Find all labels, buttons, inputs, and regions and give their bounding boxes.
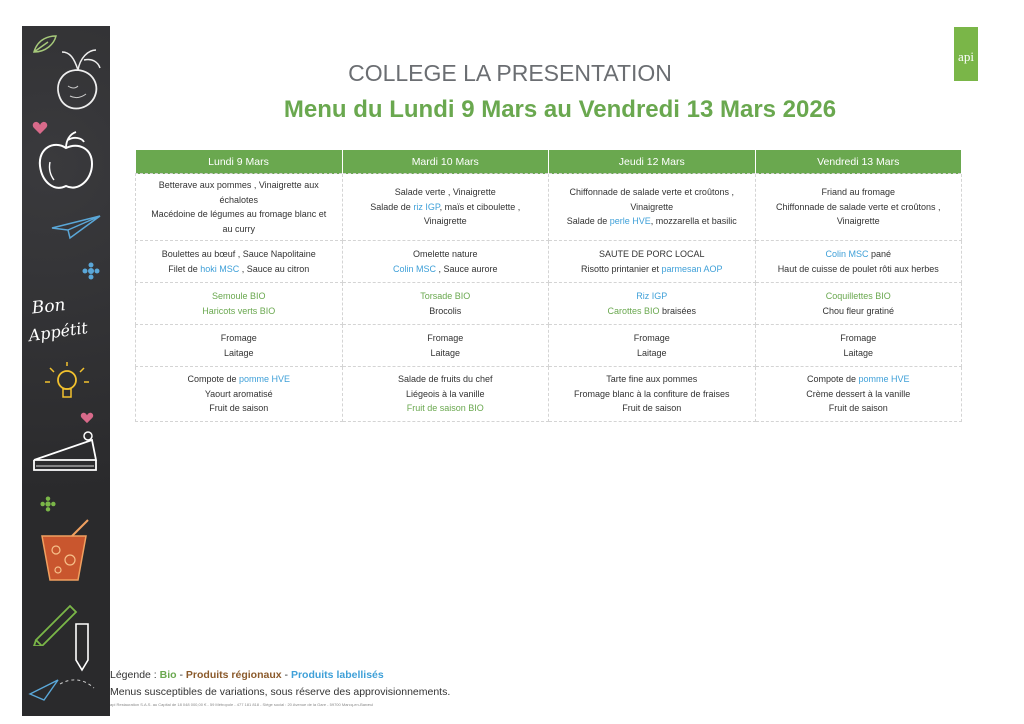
menu-text: Laitage [636,347,667,358]
menu-text: échalotes [219,194,259,205]
menu-line [349,200,543,215]
menu-cell [342,367,549,422]
menu-line [555,185,749,200]
menu-cell [342,241,549,283]
menu-line [142,262,336,277]
menu-cell [755,325,962,367]
menu-cell [342,283,549,325]
menu-text: Compote de [806,374,859,385]
bio-item: Fruit de saison BIO [406,403,484,414]
menu-line [349,185,543,200]
menu-text: Chiffonnade de salade verte et croûtons , [569,187,734,198]
menu-text: Liégeois à la vanille [405,388,485,399]
lightbulb-icon [42,362,92,406]
paper-plane-small-icon [28,674,98,704]
menu-text: Fromage [427,333,464,343]
menu-line [555,304,749,319]
labelled-item: pomme HVE [858,374,910,385]
menu-period-title: Menu du Lundi 9 Mars au Vendredi 13 Mars 2026 [283,96,837,123]
menu-cell [755,367,962,422]
menu-text: Tarte fine aux pommes [606,374,698,385]
menu-cell [549,174,756,241]
menu-text: Compote de [187,374,239,385]
day-header: Lundi 9 Mars [136,150,343,174]
legend [110,669,384,681]
menu-line [762,304,956,319]
legend-bio: Bio [159,669,177,681]
menu-text: Laitage [430,347,461,358]
menu-cell [136,367,343,422]
menu-line [555,331,749,346]
menu-line [555,387,749,402]
menu-text: Crème dessert à la vanille [806,388,911,399]
svg-text:Appétit: Appétit [27,318,89,346]
menu-cell [549,241,756,283]
menu-text: Vinaigrette [630,201,674,212]
flower-small-icon [40,496,56,512]
menu-line [762,401,956,416]
menu-line [142,387,336,402]
bio-item: Haricots verts BIO [202,305,276,316]
day-header: Vendredi 13 Mars [755,150,962,174]
menu-text: Haut de cuisse de poulet rôti aux herbes [777,263,939,274]
weekly-menu-table [135,150,962,422]
day-header: Mardi 10 Mars [342,150,549,174]
menu-text: Fromage [840,333,877,343]
menu-text: , Sauce aurore [435,263,498,274]
menu-line [555,401,749,416]
company-fine-print: api Restauration S.A.S. au Capital de 18 048 000,00 € - 59 Métropole - 477 181 818 - Siège social : 20 Avenue de la Gare - 59700 Marcq-en-Barœul [110,702,374,707]
menu-line [555,346,749,361]
menu-line [762,185,956,200]
menu-cell [755,174,962,241]
menu-row-main-dish [136,241,962,283]
menu-cell [549,367,756,422]
drink-glass-icon [36,518,96,584]
svg-text:Bon: Bon [30,295,67,319]
menu-line [555,200,749,215]
labelled-item: perle HVE [609,216,651,227]
bon-appetit-lettering [26,288,108,348]
menu-text: Fromage [220,333,257,343]
menu-cell [755,283,962,325]
menu-text: Risotto printanier et [580,263,662,274]
menu-cell [342,325,549,367]
menu-header-row [136,150,962,174]
cake-slice-icon [30,426,100,476]
legend-labelled: Produits labellisés [290,669,384,681]
menu-text: Betterave aux pommes , Vinaigrette aux [158,180,319,190]
menu-line [142,346,336,361]
menu-line [349,289,543,304]
menu-cell [136,241,343,283]
menu-line [349,331,543,346]
bio-item: Coquillettes BIO [825,291,891,301]
menu-text: Salade verte , Vinaigrette [394,187,496,198]
menu-line [349,247,543,262]
menu-line [555,214,749,229]
chalkboard-decoration [22,26,110,716]
menu-text: Macédoine de légumes au fromage blanc et [151,209,327,219]
labelled-item: Riz IGP [636,291,668,301]
menu-cell [549,283,756,325]
api-logo: api [954,27,978,81]
menu-line [762,214,956,229]
menu-text: Laitage [843,347,874,358]
menu-text: pané [868,249,892,259]
menu-line [142,289,336,304]
bio-item: Torsade BIO [420,291,471,301]
menu-text: Fruit de saison [209,403,269,414]
menu-text: SAUTE DE PORC LOCAL [598,249,705,259]
menu-line [555,289,749,304]
menu-text: , maïs et ciboulette , [439,201,521,212]
menu-text: Omelette nature [412,249,478,259]
labelled-item: Colin MSC [825,249,869,259]
menu-text: Fromage [633,333,670,343]
menu-line [142,304,336,319]
menu-text: braisées [659,305,697,316]
menu-cell [549,325,756,367]
labelled-item: hoki MSC [200,263,240,274]
school-title: COLLEGE LA PRESENTATION [348,60,672,86]
menu-text: Chiffonnade de salade verte et croûtons , [776,201,941,212]
day-header: Jeudi 12 Mars [549,150,756,174]
menu-line [349,304,543,319]
menu-line [555,262,749,277]
menu-text: Salade de fruits du chef [397,374,493,385]
menu-line [555,372,749,387]
menu-cell [136,283,343,325]
menu-text: Salade de [370,201,414,212]
menu-line [142,178,336,193]
menu-text: Vinaigrette [836,216,880,227]
legend-sep: - [176,669,186,681]
menu-row-starter [136,174,962,241]
menu-line [762,262,956,277]
labelled-item: pomme HVE [239,374,291,385]
menu-text: Chou fleur gratiné [822,305,895,316]
menu-line [142,247,336,262]
menu-text: , mozzarella et basilic [650,216,737,227]
availability-note: Menus susceptibles de variations, sous réserve des approvisionnements. [110,686,451,698]
menu-line [762,247,956,262]
menu-text: Laitage [223,347,254,358]
apple-icon [34,130,98,194]
menu-text: Vinaigrette [423,216,467,227]
menu-line [349,372,543,387]
menu-line [349,387,543,402]
legend-sep: - [281,669,291,681]
menu-line [762,387,956,402]
menu-cell [136,325,343,367]
menu-text: Fruit de saison [828,403,888,414]
menu-cell [755,241,962,283]
menu-line [555,247,749,262]
menu-line [142,401,336,416]
menu-row-side-dish [136,283,962,325]
menu-text: Yaourt aromatisé [204,388,273,399]
menu-line [142,331,336,346]
menu-line [349,346,543,361]
pencil-white-icon [70,622,94,672]
menu-line [762,289,956,304]
flower-icon [82,262,100,280]
bio-item: Carottes BIO [607,305,660,316]
menu-text: Fruit de saison [622,403,682,414]
menu-row-dessert [136,367,962,422]
menu-text: Brocolis [429,305,462,316]
labelled-item: parmesan AOP [661,263,723,274]
menu-text: Boulettes au bœuf , Sauce Napolitaine [161,249,316,259]
menu-line [142,372,336,387]
legend-regional: Produits régionaux [185,669,282,681]
menu-line [762,331,956,346]
paper-plane-icon [50,214,102,240]
menu-line [349,401,543,416]
labelled-item: riz IGP [413,201,440,212]
menu-cell [342,174,549,241]
menu-line [762,346,956,361]
menu-text: Friand au fromage [821,187,896,198]
menu-text: Fromage blanc à la confiture de fraises [573,388,730,399]
labelled-item: Colin MSC [392,263,436,274]
menu-line [349,214,543,229]
menu-line [142,193,336,208]
beetroot-icon [48,46,104,116]
menu-line [142,207,336,222]
heart-small-icon [80,412,94,424]
menu-text: , Sauce au citron [239,263,310,274]
menu-line [349,262,543,277]
legend-prefix: Légende : [110,669,160,681]
menu-row-dairy [136,325,962,367]
menu-text: Salade de [566,216,610,227]
bio-item: Semoule BIO [211,291,266,301]
menu-cell [136,174,343,241]
menu-text: Filet de [168,263,201,274]
menu-text: au curry [222,223,255,234]
menu-line [762,200,956,215]
menu-line [142,222,336,237]
menu-line [762,372,956,387]
